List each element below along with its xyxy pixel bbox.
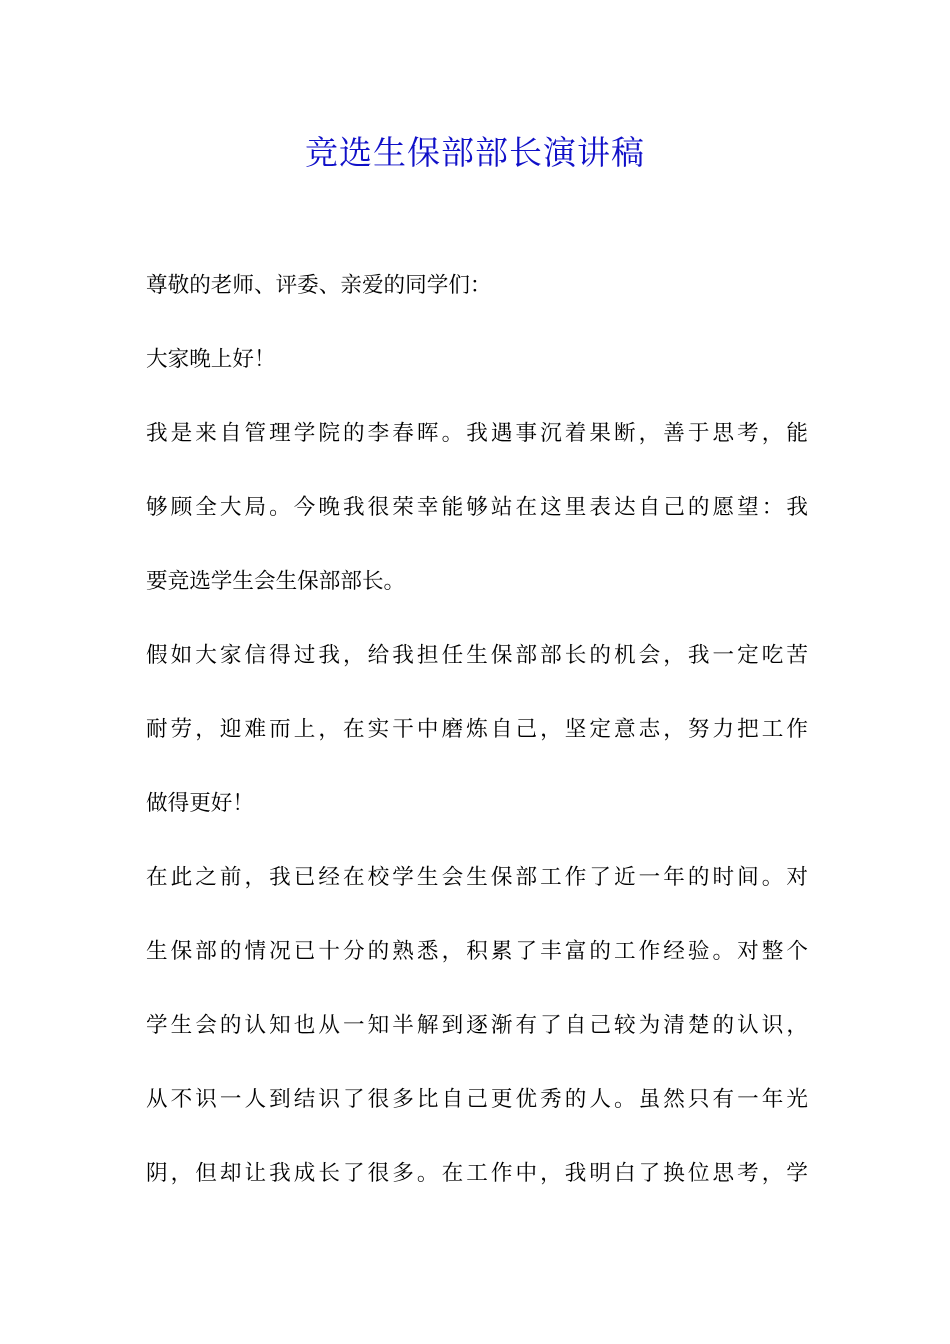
paragraph-line: 学生会的认知也从一知半解到逐渐有了自己较为清楚的认识， — [146, 1013, 808, 1038]
document-body — [146, 267, 808, 1229]
document-title: 竞选生保部部长演讲稿 — [305, 133, 645, 172]
paragraph-line: 在此之前，我已经在校学生会生保部工作了近一年的时间。对 — [146, 865, 808, 890]
greeting-line: 大家晚上好！ — [146, 347, 276, 372]
paragraph-line: 生保部的情况已十分的熟悉，积累了丰富的工作经验。对整个 — [146, 939, 808, 964]
salutation-line: 尊敬的老师、评委、亲爱的同学们： — [146, 273, 492, 298]
paragraph-line: 要竞选学生会生保部部长。 — [146, 569, 406, 594]
paragraph-line: 我是来自管理学院的李春晖。我遇事沉着果断，善于思考，能 — [146, 421, 808, 446]
paragraph-line: 假如大家信得过我，给我担任生保部部长的机会，我一定吃苦 — [146, 643, 808, 668]
paragraph-line: 够顾全大局。今晚我很荣幸能够站在这里表达自己的愿望：我 — [146, 495, 808, 520]
paragraph-line: 耐劳，迎难而上，在实干中磨炼自己，坚定意志，努力把工作 — [146, 717, 808, 742]
paragraph-line: 做得更好！ — [146, 791, 254, 816]
paragraph-line: 从不识一人到结识了很多比自己更优秀的人。虽然只有一年光 — [146, 1087, 808, 1112]
paragraph-line: 阴，但却让我成长了很多。在工作中，我明白了换位思考，学 — [146, 1161, 808, 1186]
